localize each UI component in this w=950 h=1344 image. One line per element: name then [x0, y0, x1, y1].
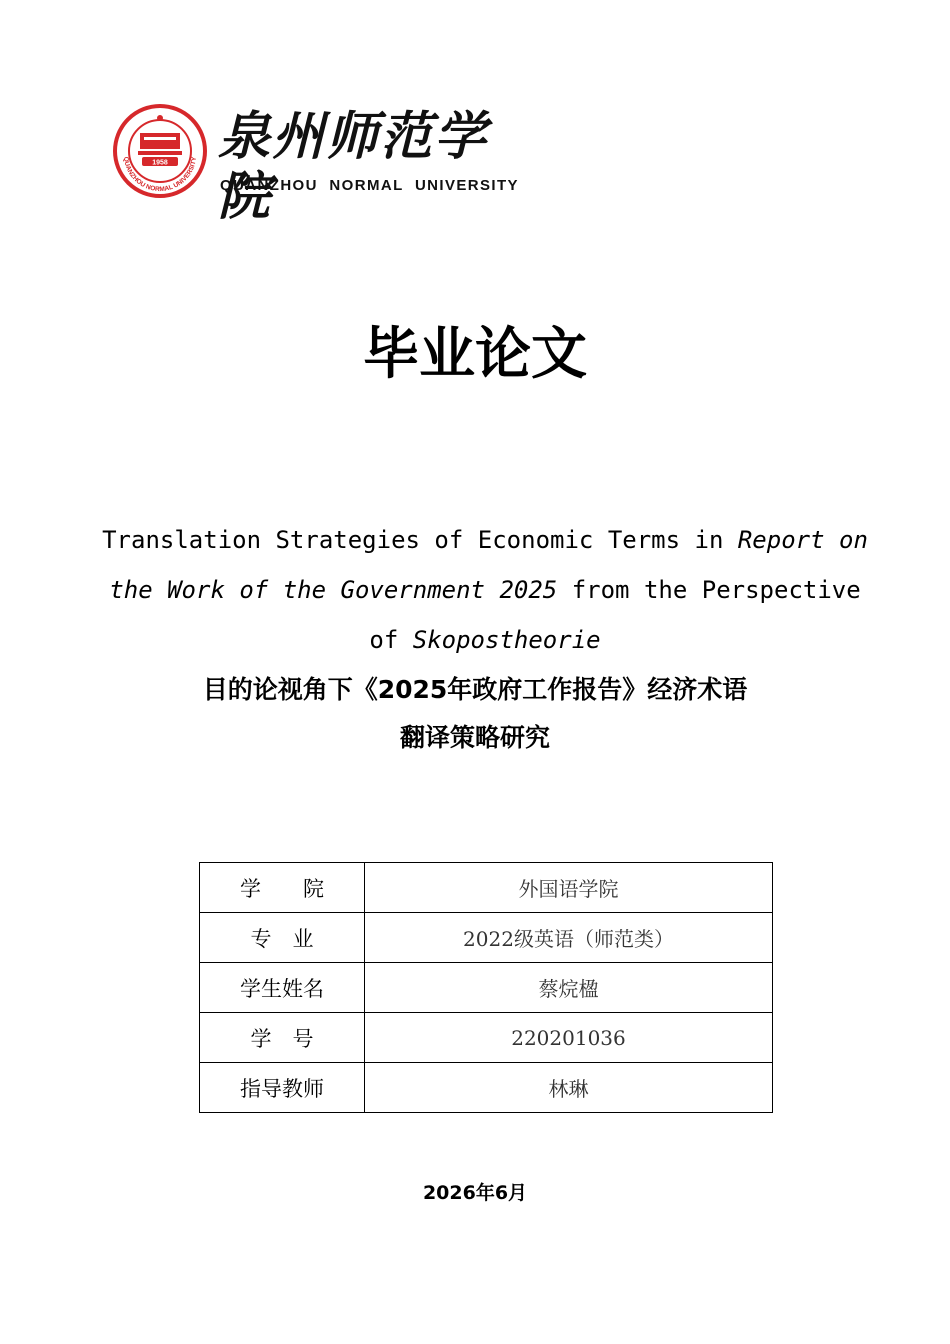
school-seal-icon	[112, 103, 208, 199]
english-title-italic1: Report on the Work of the Government 2025	[109, 526, 868, 604]
table-row	[200, 863, 773, 913]
english-title-italic2: Skopostheorie	[412, 626, 601, 654]
submission-date: 2026年6月	[422, 1182, 528, 1204]
advisor-value: 林琳	[365, 1063, 773, 1113]
major-value: 2022级英语（师范类）	[365, 913, 773, 963]
chinese-title-line1: 目的论视角下《2025年政府工作报告》经济术语	[202, 675, 748, 704]
student-name-label: 学生姓名	[200, 963, 365, 1013]
english-title-part2: from the Perspective of	[369, 576, 861, 654]
major-label: 专 业	[200, 913, 365, 963]
english-title	[95, 515, 875, 665]
chinese-title-line2: 翻译策略研究	[399, 723, 550, 752]
english-title-part1: Translation Strategies of Economic Terms in	[102, 526, 738, 554]
table-row	[200, 1063, 773, 1113]
document-type-title: 毕业论文	[363, 322, 587, 387]
school-logo	[112, 103, 522, 227]
student-name-value: 蔡烷楹	[365, 963, 773, 1013]
school-name-cn: 泉州师范学院	[218, 106, 489, 227]
school-name-en: QUANZHOU NORMAL UNIVERSITY	[220, 177, 519, 194]
student-id-value: 220201036	[365, 1013, 773, 1063]
table-row	[200, 963, 773, 1013]
advisor-label: 指导教师	[200, 1063, 365, 1113]
college-value: 外国语学院	[365, 863, 773, 913]
college-label: 学 院	[200, 863, 365, 913]
table-row	[200, 913, 773, 963]
student-info-table	[199, 862, 773, 1113]
student-id-label: 学 号	[200, 1013, 365, 1063]
svg-text:1958: 1958	[152, 159, 168, 167]
svg-text:QUANZHOU NORMAL UNIVERSITY: QUANZHOU NORMAL UNIVERSITY	[121, 156, 198, 194]
chinese-title	[0, 666, 950, 762]
table-row	[200, 1013, 773, 1063]
